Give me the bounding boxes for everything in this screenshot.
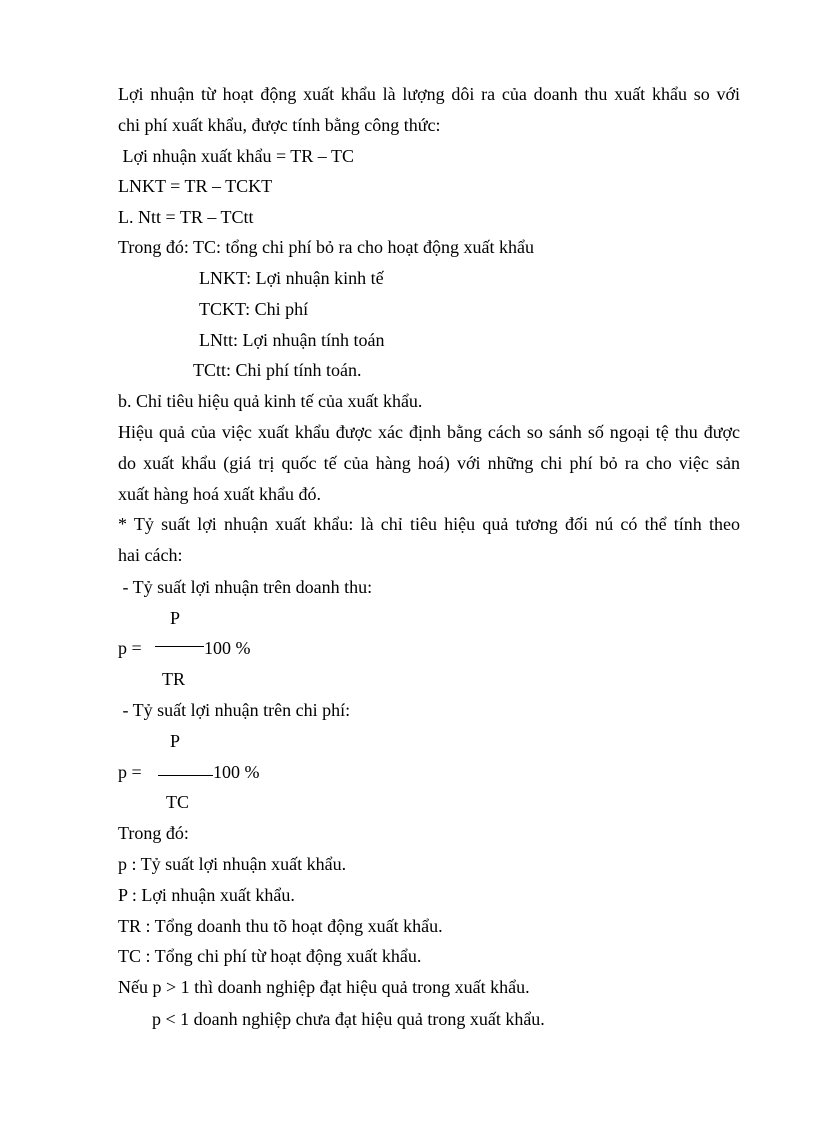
fraction-bar	[158, 775, 213, 776]
method-cost-label: - Tỷ suất lợi nhuận trên chi phí:	[118, 700, 351, 720]
fraction-multiplier: 100 %	[204, 638, 251, 658]
definition-tr: TR : Tổng doanh thu tõ hoạt động xuất khẩu.	[118, 916, 443, 936]
condition-greater-than-one: Nếu p > 1 thì doanh nghiệp đạt hiệu quả trong xuất khẩu.	[118, 977, 530, 997]
fraction-numerator: P	[170, 608, 181, 628]
formula-lntt: L. Ntt = TR – TCtt	[118, 207, 254, 227]
definition-tctt: TCtt: Chi phí tính toán.	[193, 360, 362, 380]
paragraph-efficiency-line-2: do xuất khẩu (giá trị quốc tế của hàng hoá) với những chi phí bỏ ra cho việc sản	[118, 453, 740, 473]
paragraph-efficiency-line-3: xuất hàng hoá xuất khẩu đó.	[118, 484, 321, 504]
formula-lnkt: LNKT = TR – TCKT	[118, 176, 273, 196]
where-tc-definition: Trong đó: TC: tổng chi phí bỏ ra cho hoạt động xuất khẩu	[118, 237, 534, 257]
section-heading-b: b. Chỉ tiêu hiệu quả kinh tế của xuất khẩu.	[118, 391, 423, 411]
fraction-numerator: P	[170, 731, 181, 751]
condition-less-than-one: p < 1 doanh nghiệp chưa đạt hiệu quả trong xuất khẩu.	[152, 1009, 545, 1029]
definition-tc: TC : Tổng chi phí từ hoạt động xuất khẩu.	[118, 946, 422, 966]
fraction-bar	[155, 646, 204, 647]
paragraph-profit-rate-line-2: hai cách:	[118, 545, 183, 565]
definition-p-small: p : Tỷ suất lợi nhuận xuất khẩu.	[118, 854, 347, 874]
fraction-denominator: TR	[162, 669, 186, 689]
definition-p-big: P : Lợi nhuận xuất khẩu.	[118, 885, 295, 905]
definition-lnkt: LNKT: Lợi nhuận kinh tế	[199, 268, 384, 288]
fraction-lhs: p =	[118, 638, 142, 658]
fraction-lhs: p =	[118, 762, 142, 782]
paragraph-profit-definition-line-1: Lợi nhuận từ hoạt động xuất khẩu là lượng dôi ra của doanh thu xuất khẩu so với	[118, 84, 740, 104]
definition-tckt: TCKT: Chi phí	[199, 299, 309, 319]
where-heading: Trong đó:	[118, 823, 189, 843]
paragraph-profit-definition-line-2: chi phí xuất khẩu, được tính bằng công thức:	[118, 115, 441, 135]
method-revenue-label: - Tỷ suất lợi nhuận trên doanh thu:	[118, 577, 373, 597]
fraction-multiplier: 100 %	[213, 762, 260, 782]
paragraph-efficiency-line-1: Hiệu quả của việc xuất khẩu được xác định bằng cách so sánh số ngoại tệ thu được	[118, 422, 740, 442]
formula-export-profit: Lợi nhuận xuất khẩu = TR – TC	[118, 146, 354, 166]
fraction-denominator: TC	[166, 792, 190, 812]
paragraph-profit-rate-line-1: * Tỷ suất lợi nhuận xuất khẩu: là chỉ tiêu hiệu quả tương đối nú có thể tính theo	[118, 514, 740, 534]
definition-lntt: LNtt: Lợi nhuận tính toán	[199, 330, 385, 350]
